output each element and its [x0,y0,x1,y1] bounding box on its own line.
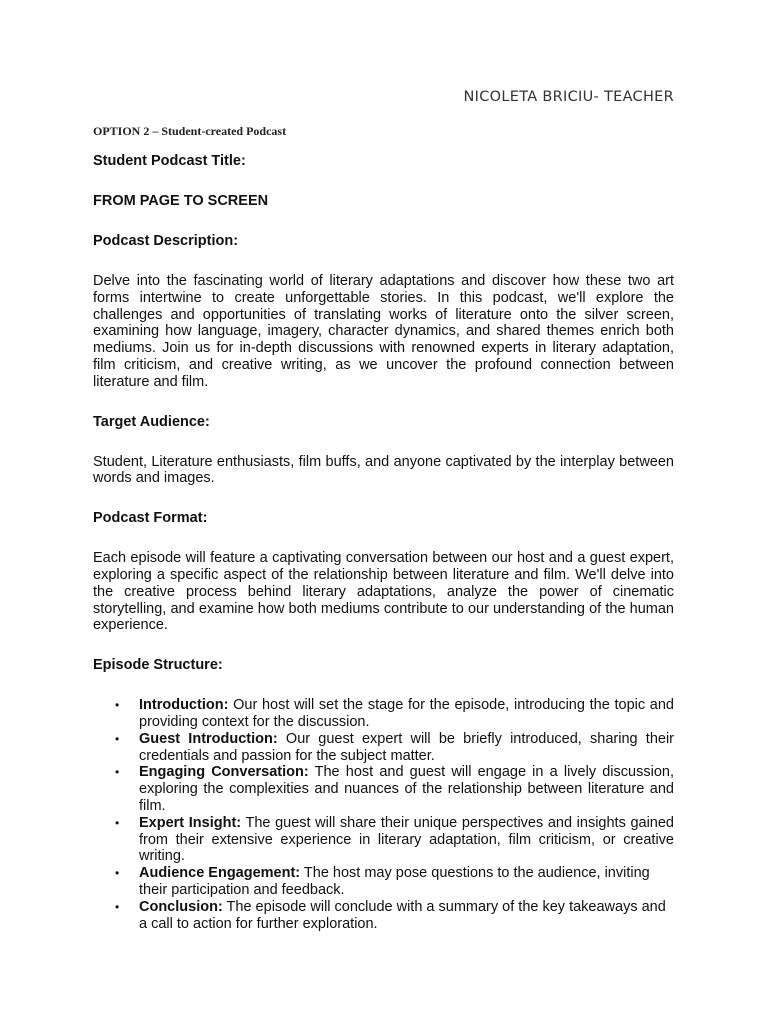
episode-structure-list [93,697,674,932]
podcast-title: FROM PAGE TO SCREEN [93,193,269,209]
list-item-label: Conclusion: [139,898,223,915]
bullet-icon: • [115,765,120,780]
teacher-header: NICOLETA BRICIU- TEACHER [463,89,674,105]
bullet-icon: • [115,815,120,830]
list-item [93,865,674,899]
list-item-label: Expert Insight: [139,814,242,831]
list-item [93,731,674,765]
document-body [93,153,674,932]
bullet-icon: • [115,866,120,881]
structure-heading: Episode Structure: [93,657,223,674]
bullet-icon: • [115,731,120,746]
list-item [93,697,674,731]
list-item-label: Guest Introduction: [139,730,278,747]
bullet-icon: • [115,698,120,713]
list-item [93,815,674,865]
list-item [93,764,674,814]
list-item-text: Our host will set the stage for the episode, introducing the topic and providing context for the discussion. [139,697,674,730]
list-item-label: Introduction: [139,697,229,714]
title-heading: Student Podcast Title: [93,153,246,169]
list-item [93,899,674,933]
description-heading: Podcast Description: [93,233,239,249]
format-heading: Podcast Format: [93,510,208,527]
list-item-text: The episode will conclude with a summary of the key takeaways and a call to action for further exploration. [139,898,666,932]
audience-heading: Target Audience: [93,413,210,430]
list-item-label: Audience Engagement: [139,865,301,882]
format-text: Each episode will feature a captivating conversation between our host and a guest expert, exploring a specific aspect of the relationship between literature and film. We'll delve into the creative process behind literary adaptations, analyze the power of cinematic storytelling, and examine how both mediums contribute to our understanding of the human experience. [93,550,674,634]
list-item-text: The guest will share their unique perspectives and insights gained from their extensive experience in literary adaptation, film criticism, or creative writing. [139,814,674,865]
audience-text: Student, Literature enthusiasts, film buffs, and anyone captivated by the interplay between words and images. [93,453,674,487]
description-text: Delve into the fascinating world of literary adaptations and discover how these two art forms intertwine to create unforgettable stories. In this podcast, we'll explore the challenges and opportunities of translating works of literature onto the silver screen, examining how language, imagery, character dynamics, and shared themes enrich both mediums. Join us for in-depth discussions with renowned experts in literary adaptation, film criticism, and creative writing, as we uncover the profound connection between literature and film. [93,273,674,390]
list-item-text: The host may pose questions to the audience, inviting their participation and feedback. [139,865,650,898]
list-item-text: Our guest expert will be briefly introduced, sharing their credentials and passion for the subject matter. [139,730,674,764]
list-item-label: Engaging Conversation: [139,764,309,781]
list-item-text: The host and guest will engage in a lively discussion, exploring the complexities and nuances of the relationship between literature and film. [139,764,674,814]
option-label: OPTION 2 – Student-created Podcast [93,124,287,138]
bullet-icon: • [115,899,120,914]
